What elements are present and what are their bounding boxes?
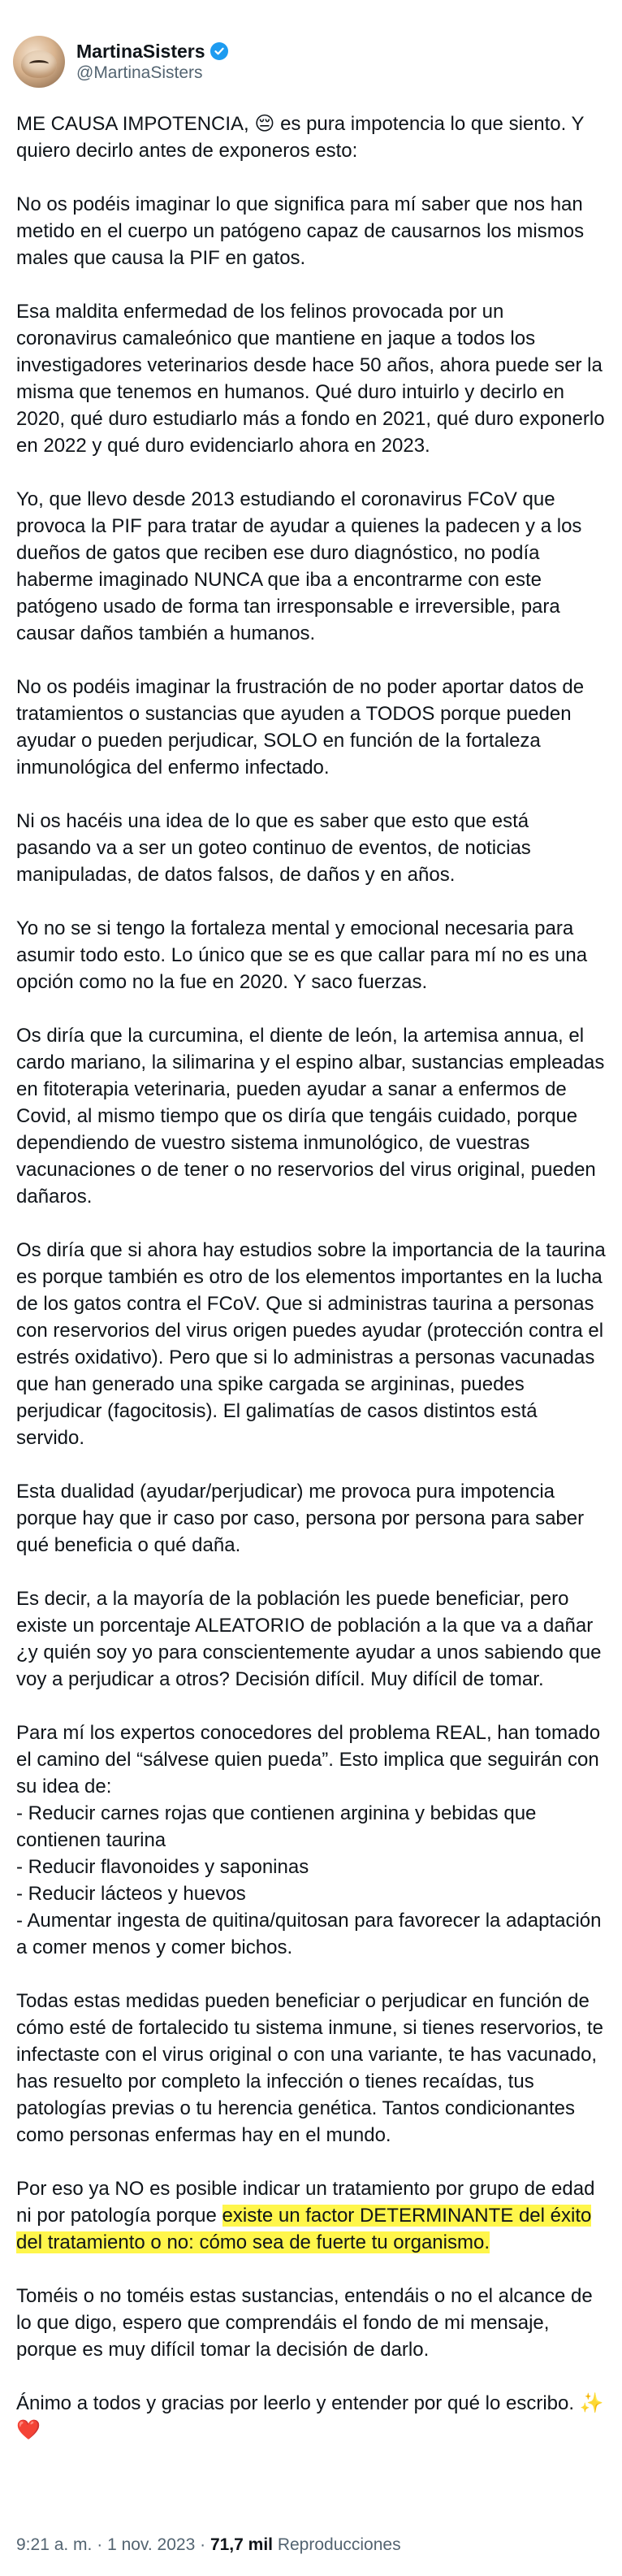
paragraph-text: Por eso ya NO es posible indicar un tratamiento por grupo de edad ni por patología porque bbox=[16, 2178, 595, 2227]
verified-badge-icon bbox=[210, 42, 228, 60]
tweet-paragraph: No os podéis imaginar lo que significa para mí saber que nos han metido en el cuerpo un patógeno capaz de causarnos los mismos males que causa la PIF en gatos. bbox=[16, 193, 585, 269]
tweet-paragraph: Todas estas medidas pueden beneficiar o perjudicar en función de cómo esté de fortalecido tu sistema inmune, si tienes reservorios, te infectaste con el virus original o con una variante, te has vacunado, has resuelto por completo la infección o tienes recaídas, tus patologías previas o tu herencia genética. Tantos condicionantes como personas enfermas hay en el mundo. bbox=[16, 1990, 603, 2146]
tweet-paragraph: Esta dualidad (ayudar/perjudicar) me provoca pura impotencia porque hay que ir caso por caso, persona por persona para saber qué beneficia o qué daña. bbox=[16, 1481, 585, 1556]
tweet-paragraph: Es decir, a la mayoría de la población les puede beneficiar, pero existe un porcentaje ALEATORIO de población a la que va a dañar ¿y quién soy yo para conscientemente ayudar a unos sabiendo que voy a perjudicar a otros? Decisión difícil. Muy difícil de tomar. bbox=[16, 1588, 602, 1690]
tweet-paragraph: Os diría que si ahora hay estudios sobre la importancia de la taurina es porque también es otro de los elementos importantes en la lucha de los gatos contra el FCoV. Que si administras taurina a personas con reservorios del virus origen puedes ayudar (protección contra el estrés oxidativo). Pero que si lo administras a personas vacunadas que han generado una spike cargada se argininas, puedes perjudicar (fagocitosis). El galimatías de casos distintos está servido. bbox=[16, 1239, 606, 1449]
tweet-paragraph: Yo, que llevo desde 2013 estudiando el coronavirus FCoV que provoca la PIF para tratar de ayudar a quienes la padecen y a los dueños de gatos que reciben ese duro diagnóstico, no podía haberme imaginado NUNCA que iba a encontrarme con este patógeno usado de forma tan irresponsable e irreversible, para causar daños también a humanos. bbox=[16, 488, 582, 644]
display-name-line bbox=[76, 40, 228, 63]
tweet-meta bbox=[16, 2535, 401, 2555]
tweet-paragraph: Yo no se si tengo la fortaleza mental y emocional necesaria para asumir todo esto. Lo único que se es que callar para mí no es una opción como no la fue en 2020. Y saco fuerzas. bbox=[16, 917, 588, 993]
highlighted-text: existe un factor DETERMINANTE del éxito del tratamiento o no: cómo sea de fuerte tu organismo. bbox=[16, 2205, 592, 2253]
tweet-body bbox=[16, 111, 606, 2470]
avatar[interactable] bbox=[13, 36, 65, 88]
tweet-paragraph: Ni os hacéis una idea de lo que es saber que esto que está pasando va a ser un goteo continuo de eventos, de noticias manipuladas, de datos falsos, de daños y en años. bbox=[16, 810, 531, 886]
tweet-paragraph-highlighted bbox=[16, 2175, 606, 2256]
tweet-header bbox=[13, 36, 228, 88]
tweet-paragraph: Os diría que la curcumina, el diente de león, la artemisa annua, el cardo mariano, la silimarina y el espino albar, sustancias empleadas en fitoterapia veterinaria, pueden ayudar a sanar a enfermos de Covid, al mismo tiempo que os diría que tengáis cuidado, porque dependiendo de vuestro sistema inmunológico, de vuestras vacunaciones o de tener o no reservorios del virus original, pueden dañaros. bbox=[16, 1025, 605, 1208]
views-label: Reproducciones bbox=[273, 2535, 401, 2554]
tweet-date[interactable]: 1 nov. 2023 bbox=[107, 2535, 196, 2554]
tweet-paragraph: No os podéis imaginar la frustración de no poder aportar datos de tratamientos o sustancias que ayuden a TODOS porque pueden ayudar o pueden perjudicar, SOLO en función de la fortaleza inmunológica del enfermo infectado. bbox=[16, 676, 585, 778]
tweet-paragraph: Esa maldita enfermedad de los felinos provocada por un coronavirus camaleónico que mantiene en jaque a todos los investigadores veterinarios desde hace 50 años, ahora puede ser la misma que tenemos en humanos. Qué duro intuirlo y decirlo en 2020, qué duro estudiarlo más a fondo en 2021, qué duro exponerlo en 2022 y qué duro evidenciarlo ahora en 2023. bbox=[16, 301, 605, 457]
tweet-paragraph: ME CAUSA IMPOTENCIA, 😔 es pura impotencia lo que siento. Y quiero decirlo antes de exponeros esto: bbox=[16, 113, 585, 162]
checkmark-icon bbox=[214, 46, 225, 57]
tweet-time[interactable]: 9:21 a. m. bbox=[16, 2535, 93, 2554]
author-names bbox=[76, 40, 228, 85]
author-handle[interactable]: @MartinaSisters bbox=[76, 63, 203, 83]
tweet-paragraph: Toméis o no toméis estas sustancias, entendáis o no el alcance de lo que digo, espero que comprendáis el fondo de mi mensaje, porque es muy difícil tomar la decisión de darlo. bbox=[16, 2285, 593, 2361]
meta-separator: · bbox=[195, 2535, 210, 2554]
meta-separator: · bbox=[92, 2535, 108, 2554]
display-name[interactable]: MartinaSisters bbox=[76, 40, 205, 62]
tweet-paragraph-closing: Ánimo a todos y gracias por leerlo y entender por qué lo escribo. ✨❤️ bbox=[16, 2392, 604, 2441]
tweet-paragraph-list: Para mí los expertos conocedores del problema REAL, han tomado el camino del “sálvese quien pueda”. Esto implica que seguirán con su idea de: - Reducir carnes rojas que contienen arginina y bebidas que contienen taurina - Reducir flavonoides y saponinas - Reducir lácteos y huevos - Aumentar ingesta de quitina/quitosan para favorecer la adaptación a comer menos y comer bichos. bbox=[16, 1722, 602, 1958]
views-count: 71,7 mil bbox=[209, 2535, 273, 2554]
